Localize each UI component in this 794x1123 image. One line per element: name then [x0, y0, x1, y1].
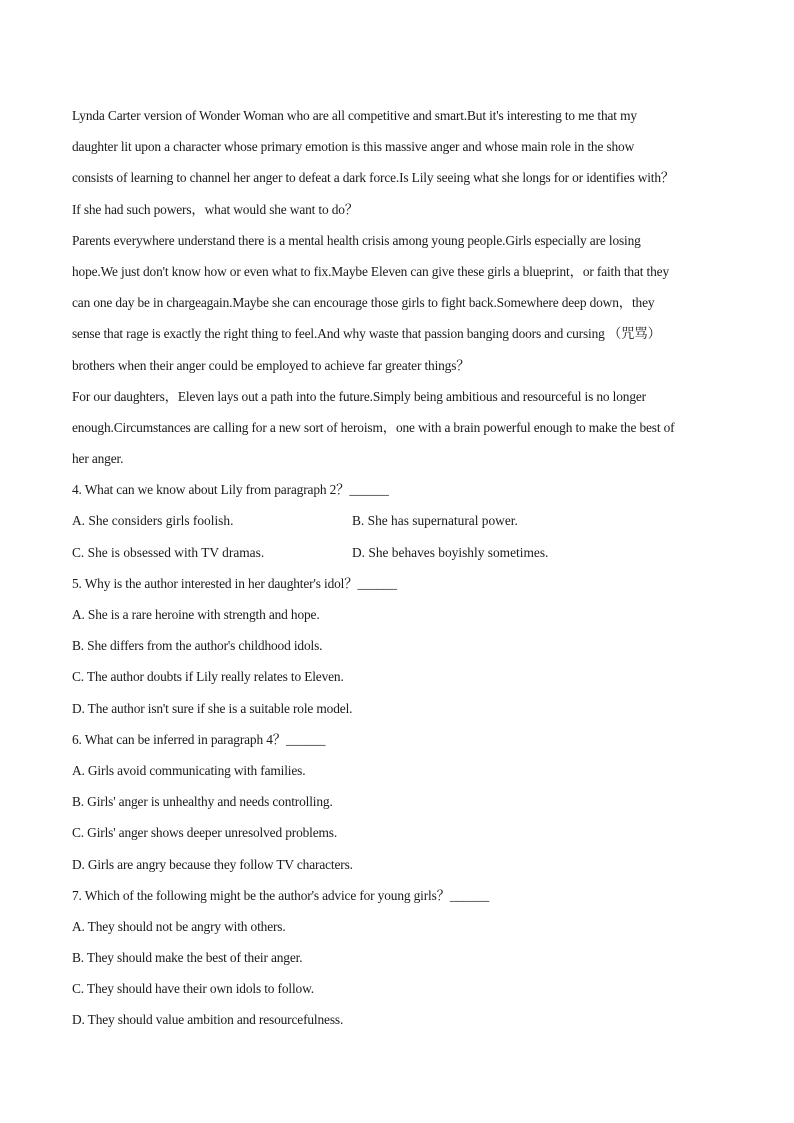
passage-line: enough.Circumstances are calling for a new sort of heroism，one with a brain powerful enough to make the best of: [72, 419, 675, 435]
question-7: [72, 880, 722, 1036]
option-a: A. Girls avoid communicating with families.: [72, 762, 306, 778]
option-a: A. They should not be angry with others.: [72, 918, 286, 934]
question-stem: 7. Which of the following might be the author's advice for young girls？______: [72, 887, 490, 903]
option-a: A. She is a rare heroine with strength and hope.: [72, 607, 320, 622]
option-c: C. She is obsessed with TV dramas.: [72, 544, 265, 560]
question-stem: 5. Why is the author interested in her daughter's idol？______: [72, 575, 397, 591]
option-d: D. Girls are angry because they follow TV characters.: [72, 856, 353, 872]
passage-line: sense that rage is exactly the right thing to feel.And why waste that passion banging doors and cursing （咒骂）: [72, 326, 661, 342]
option-b: B. She differs from the author's childhood idols.: [72, 638, 323, 654]
option-row: [72, 505, 722, 536]
passage-line: Parents everywhere understand there is a mental health crisis among young people.Girls especially are losing: [72, 232, 641, 248]
passage-line: her anger.: [72, 451, 124, 467]
option-d: D. The author isn't sure if she is a suitable role model.: [72, 700, 353, 716]
passage-line: consists of learning to channel her anger to defeat a dark force.Is Lily seeing what she longs for or identifies with？: [72, 170, 675, 186]
document-page: [72, 100, 722, 1036]
passage-line: Lynda Carter version of Wonder Woman who are all competitive and smart.But it's interesting to me that my: [72, 108, 637, 123]
question-4: [72, 474, 722, 568]
question-6: [72, 724, 722, 880]
question-stem: 4. What can we know about Lily from paragraph 2？______: [72, 482, 389, 498]
question-5: [72, 568, 722, 724]
passage-line: If she had such powers，what would she want to do？: [72, 201, 359, 217]
option-b: B. Girls' anger is unhealthy and needs controlling.: [72, 794, 333, 810]
question-stem: 6. What can be inferred in paragraph 4？______: [72, 731, 326, 747]
passage: [72, 100, 722, 474]
option-b: B. They should make the best of their anger.: [72, 950, 303, 966]
option-row: [72, 537, 722, 568]
option-d: D. They should value ambition and resourcefulness.: [72, 1012, 344, 1028]
option-c: C. Girls' anger shows deeper unresolved problems.: [72, 825, 338, 841]
option-c: C. They should have their own idols to follow.: [72, 981, 314, 997]
passage-line: brothers when their anger could be employed to achieve far greater things？: [72, 357, 470, 373]
option-b: B. She has supernatural power.: [352, 513, 518, 529]
option-c: C. The author doubts if Lily really relates to Eleven.: [72, 669, 344, 685]
passage-line: daughter lit upon a character whose primary emotion is this massive anger and whose main role in the show: [72, 139, 635, 155]
passage-line: For our daughters，Eleven lays out a path into the future.Simply being ambitious and resourceful is no longer: [72, 388, 646, 404]
passage-line: can one day be in chargeagain.Maybe she can encourage those girls to fight back.Somewhere deep down，they: [72, 295, 655, 311]
option-a: A. She considers girls foolish.: [72, 513, 234, 529]
passage-line: hope.We just don't know how or even what to fix.Maybe Eleven can give these girls a blueprint，or faith that they: [72, 263, 669, 279]
option-d: D. She behaves boyishly sometimes.: [352, 544, 549, 560]
